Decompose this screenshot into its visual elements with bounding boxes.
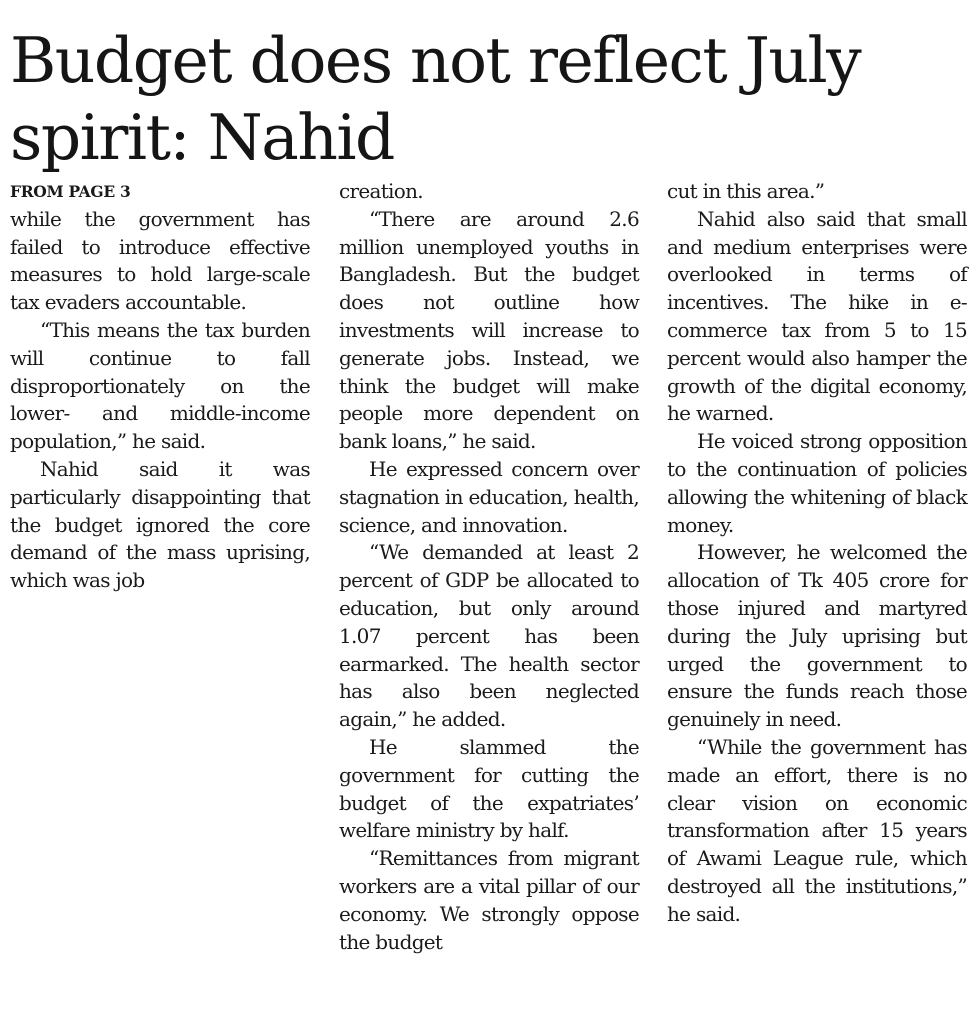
article-column-1 xyxy=(10,178,310,595)
paragraph: while the government has failed to introduce effective measures to hold large-scale tax evaders accountable. xyxy=(10,206,310,315)
paragraph: Nahid said it was particularly disappointing that the budget ignored the core demand of the mass uprising, which was job xyxy=(10,456,310,593)
paragraph: He slammed the government for cutting the budget of the expatriates’ welfare ministry by half. xyxy=(339,734,639,843)
paragraph: Nahid also said that small and medium enterprises were overlooked in terms of incentives. The hike in e-commerce tax from 5 to 15 percent would also hamper the growth of the digital economy, he warned. xyxy=(667,206,967,426)
paragraph: “While the government has made an effort, there is no clear vision on economic transformation after 15 years of Awami League rule, which destroyed all the institutions,” he said. xyxy=(667,734,967,926)
paragraph: “We demanded at least 2 percent of GDP be allocated to education, but only around 1.07 percent has been earmarked. The health sector has also been neglected again,” he added. xyxy=(339,540,639,732)
paragraph: “Remittances from migrant workers are a vital pillar of our economy. We strongly oppose the budget xyxy=(339,846,639,954)
paragraph: cut in this area.” xyxy=(667,179,825,203)
paragraph: “This means the tax burden will continue to fall disproportionately on the lower- and middle-income population,” he said. xyxy=(10,317,310,454)
paragraph: He voiced strong opposition to the continuation of policies allowing the whitening of black money. xyxy=(667,429,967,537)
jump-line: FROM PAGE 3 xyxy=(10,182,131,201)
paragraph: “There are around 2.6 million unemployed youths in Bangladesh. But the budget does not outline how investments will increase to generate jobs. Instead, we think the budget will make people more dependent on bank loans,” he said. xyxy=(339,206,639,454)
headline: Budget does not reflect July spirit: Nahid xyxy=(10,24,861,174)
paragraph: creation. xyxy=(339,179,423,203)
article-column-3 xyxy=(667,178,967,929)
paragraph: He expressed concern over stagnation in education, health, science, and innovation. xyxy=(339,456,639,537)
paragraph: However, he welcomed the allocation of Tk 405 crore for those injured and martyred during the July uprising but urged the government to ensure the funds reach those genuinely in need. xyxy=(667,540,967,732)
article-column-2 xyxy=(339,178,639,956)
